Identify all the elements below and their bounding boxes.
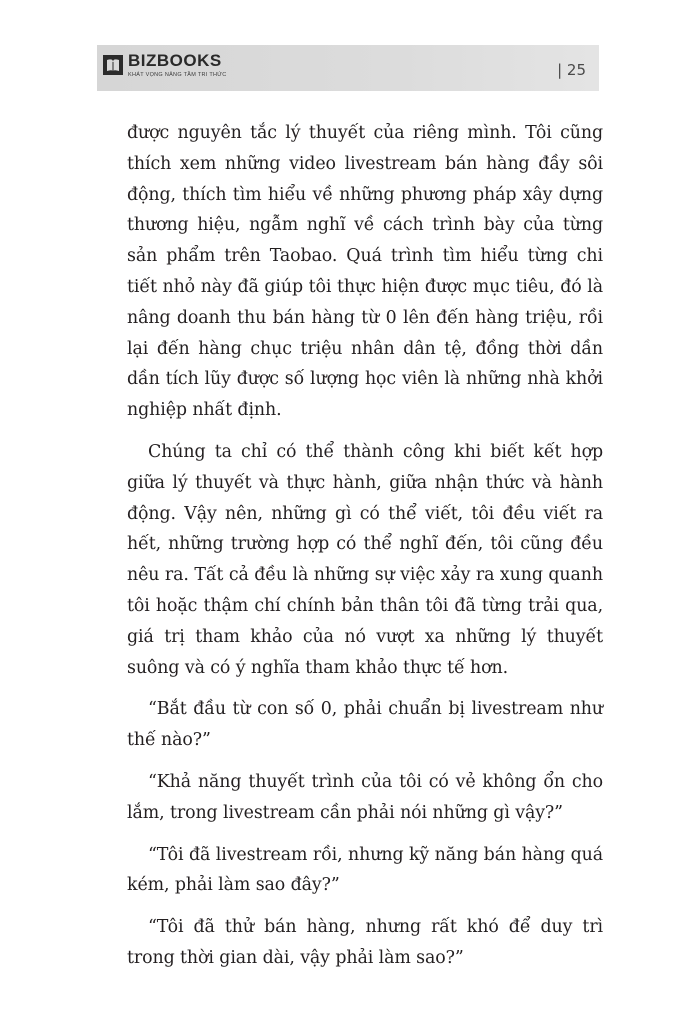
publisher-logo: [102, 51, 227, 87]
brand-tagline: KHÁT VỌNG NÂNG TẦM TRI THỨC: [128, 72, 227, 78]
quote-paragraph: “Tôi đã thử bán hàng, nhưng rất khó để duy trì trong thời gian dài, vậy phải làm sao?”: [127, 917, 603, 968]
quote-paragraph: “Tôi đã livestream rồi, nhưng kỹ năng bán hàng quá kém, phải làm sao đây?”: [127, 844, 603, 896]
paragraph: được nguyên tắc lý thuyết của riêng mình. Tôi cũng thích xem những video livestream bán hàng đầy sôi động, thích tìm hiểu về những phương pháp xây dựng thương hiệu, ngẫm nghĩ về cách trình bày của từng sản phẩm trên Taobao. Quá trình tìm hiểu từng chi tiết nhỏ này đã giúp tôi thực hiện được mục tiêu, đó là nâng doanh thu bán hàng từ 0 lên đến hàng triệu, rồi lại đến hàng chục triệu nhân dân tệ, đồng thời dần dần tích lũy được số lượng học viên là những nhà khởi nghiệp nhất định.: [127, 123, 603, 421]
brand-name: BIZBOOKS: [128, 51, 222, 70]
body-text: [127, 118, 603, 985]
book-leaf-icon: [102, 54, 124, 76]
page-number: | 25: [557, 61, 586, 79]
paragraph: Chúng ta chỉ có thể thành công khi biết kết hợp giữa lý thuyết và thực hành, giữa nhận thức và hành động. Vậy nên, những gì có thể viết, tôi đều viết ra hết, những trường hợp có thể nghĩ đến, tôi cũng đều nêu ra. Tất cả đều là những sự việc xảy ra xung quanh tôi hoặc thậm chí chính bản thân tôi đã từng trải qua, giá trị tham khảo của nó vượt xa những lý thuyết suông và có ý nghĩa tham khảo thực tế hơn.: [127, 441, 603, 678]
quote-paragraph: “Khả năng thuyết trình của tôi có vẻ không ổn cho lắm, trong livestream cần phải nói những gì vậy?”: [127, 771, 603, 823]
logo-text: [128, 51, 227, 79]
quote-paragraph: “Bắt đầu từ con số 0, phải chuẩn bị livestream như thế nào?”: [127, 699, 603, 751]
